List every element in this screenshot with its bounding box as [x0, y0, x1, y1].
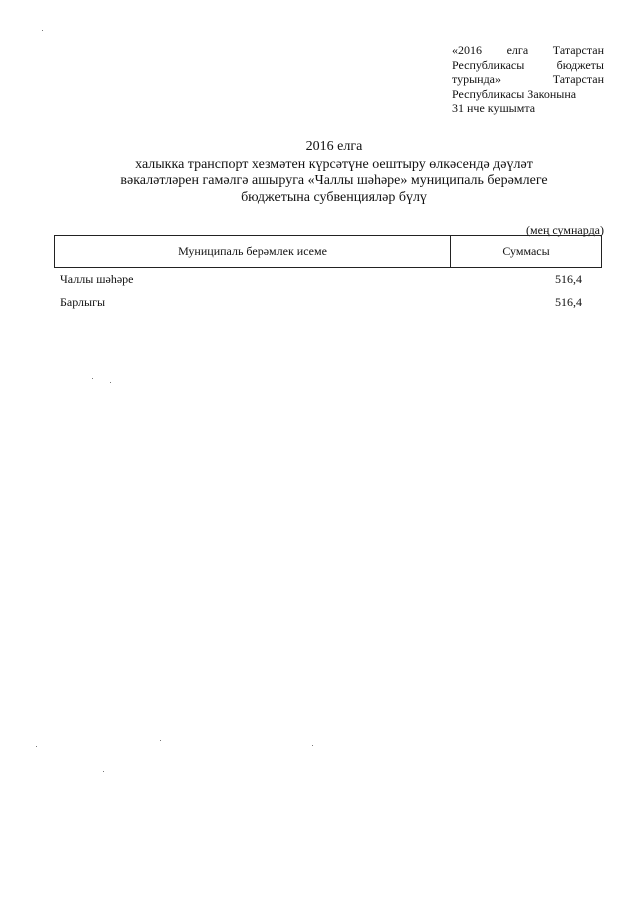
annex-line-4: Республикасы Законына	[452, 86, 577, 101]
title-year: 2016 елга	[305, 139, 363, 154]
annex-line-2: Республикасы бюджеты	[452, 57, 604, 72]
table-row	[60, 272, 582, 286]
scan-speck	[36, 746, 37, 747]
document-title	[40, 139, 628, 206]
scan-speck	[92, 378, 93, 379]
scan-speck	[312, 745, 313, 746]
scan-speck	[160, 740, 161, 741]
scan-speck	[103, 771, 104, 772]
annex-note	[452, 43, 604, 116]
title-line-3: бюджетына субвенцияләр бүлү	[241, 189, 427, 205]
annex-line-1: «2016 елга Татарстан	[452, 43, 604, 57]
header-sum: Суммасы	[502, 244, 550, 258]
title-line-2: вәкаләтләрен гамәлгә ашыруга «Чаллы шәһәре» муниципаль берәмлеге	[120, 173, 548, 188]
header-municipality: Муниципаль берәмлек исеме	[55, 236, 451, 267]
row-name: Барлыгы	[60, 295, 106, 309]
row-name: Чаллы шәһәре	[60, 272, 134, 286]
table-row-total	[60, 295, 582, 309]
row-sum: 516,4	[555, 272, 582, 286]
units-note: (мең сумнарда)	[526, 223, 604, 237]
title-line-1: халыкка транспорт хезмәтен күрсәтүне оештыру өлкәсендә дәүләт	[135, 156, 533, 172]
row-sum: 516,4	[555, 295, 582, 309]
table-header	[54, 235, 602, 268]
annex-line-3: турында» Татарстан	[452, 72, 604, 86]
scan-speck	[42, 30, 43, 31]
annex-line-5: 31 нче кушымта	[452, 101, 536, 115]
scan-speck	[110, 382, 111, 383]
